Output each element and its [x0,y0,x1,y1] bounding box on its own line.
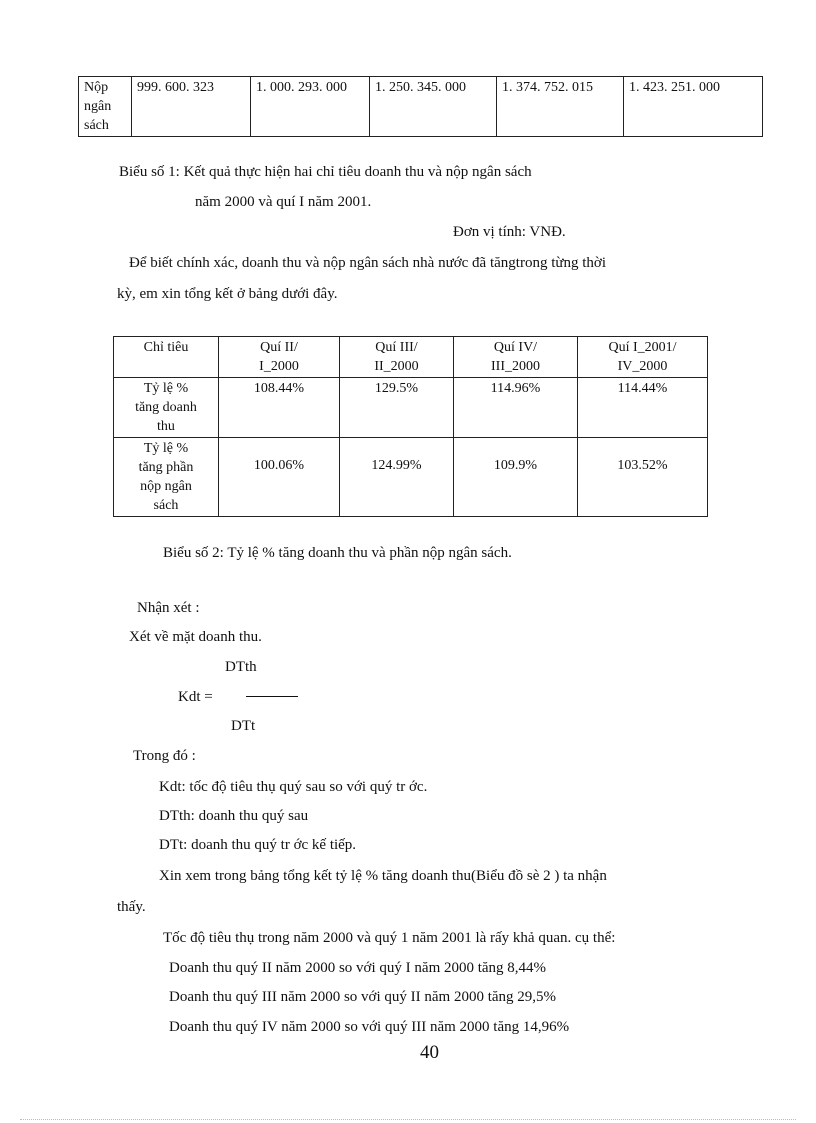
intro-line-2: kỳ, em xin tổng kết ở bảng dưới đây. [117,286,338,302]
result-item: Doanh thu quý IV năm 2000 so với quý III năm 2000 tăng 14,96% [169,1019,570,1035]
table-cell: 100.06% [219,438,340,517]
where-label: Trong đó : [133,748,196,764]
caption-1-line-1: Biểu số 1: Kết quả thực hiện hai chỉ tiêu doanh thu và nộp ngân sách [119,164,532,180]
column-header: Quí II/ I_2000 [219,337,340,378]
remarks-subheading: Xét về mặt doanh thu. [129,629,262,645]
table-cell: 1. 374. 752. 015 [497,77,624,137]
result-item: Doanh thu quý III năm 2000 so với quý II năm 2000 tăng 29,5% [169,989,557,1005]
row-label: Nộp ngân sách [79,77,132,137]
table-header-row [114,337,708,378]
fraction-bar [246,696,298,697]
table-row [79,77,763,137]
definition-item: Kdt: tốc độ tiêu thụ quý sau so với quý tr ớc. [159,779,428,795]
table-cell: 114.44% [578,378,708,438]
table-cell: 109.9% [454,438,578,517]
result-item: Doanh thu quý II năm 2000 so với quý I năm 2000 tăng 8,44% [169,960,547,976]
definition-item: DTt: doanh thu quý tr ớc kế tiếp. [159,837,357,853]
page-divider [20,1119,796,1120]
formula-denominator: DTt [231,718,256,734]
row-label: Tỷ lệ % tăng phần nộp ngân sách [114,438,219,517]
caption-1-line-2: năm 2000 và quí I năm 2001. [195,194,372,210]
budget-table [78,76,763,137]
column-header: Quí III/ II_2000 [340,337,454,378]
table-cell: 999. 600. 323 [132,77,251,137]
caption-2: Biểu số 2: Tỷ lệ % tăng doanh thu và phần nộp ngân sách. [163,545,512,561]
page-number: 40 [420,1042,439,1063]
table-cell: 129.5% [340,378,454,438]
column-header: Quí I_2001/ IV_2000 [578,337,708,378]
unit-label: Đơn vị tính: VNĐ. [453,224,566,240]
formula-numerator: DTth [225,659,257,675]
paragraph-line-2: thấy. [117,899,146,915]
remarks-heading: Nhận xét : [137,600,200,616]
paragraph-line-1: Xin xem trong bảng tổng kết tỷ lệ % tăng doanh thu(Biểu đồ sè 2 ) ta nhận [159,868,607,884]
table-cell: 103.52% [578,438,708,517]
intro-line-1: Để biết chính xác, doanh thu và nộp ngân sách nhà nước đã tăngtrong từng thời [129,255,607,271]
column-header: Quí IV/ III_2000 [454,337,578,378]
table-cell: 1. 250. 345. 000 [370,77,497,137]
growth-rate-table [113,336,708,517]
row-label: Tỷ lệ % tăng doanh thu [114,378,219,438]
speed-summary: Tốc độ tiêu thụ trong năm 2000 và quý 1 năm 2001 là rấy khả quan. cụ thể: [163,930,616,946]
definition-item: DTth: doanh thu quý sau [159,808,309,824]
table-row [114,378,708,438]
table-cell: 124.99% [340,438,454,517]
table-cell: 114.96% [454,378,578,438]
table-cell: 1. 423. 251. 000 [624,77,763,137]
table-cell: 1. 000. 293. 000 [251,77,370,137]
formula-lhs: Kdt = [178,689,213,705]
column-header: Chỉ tiêu [114,337,219,378]
table-row [114,438,708,517]
table-cell: 108.44% [219,378,340,438]
